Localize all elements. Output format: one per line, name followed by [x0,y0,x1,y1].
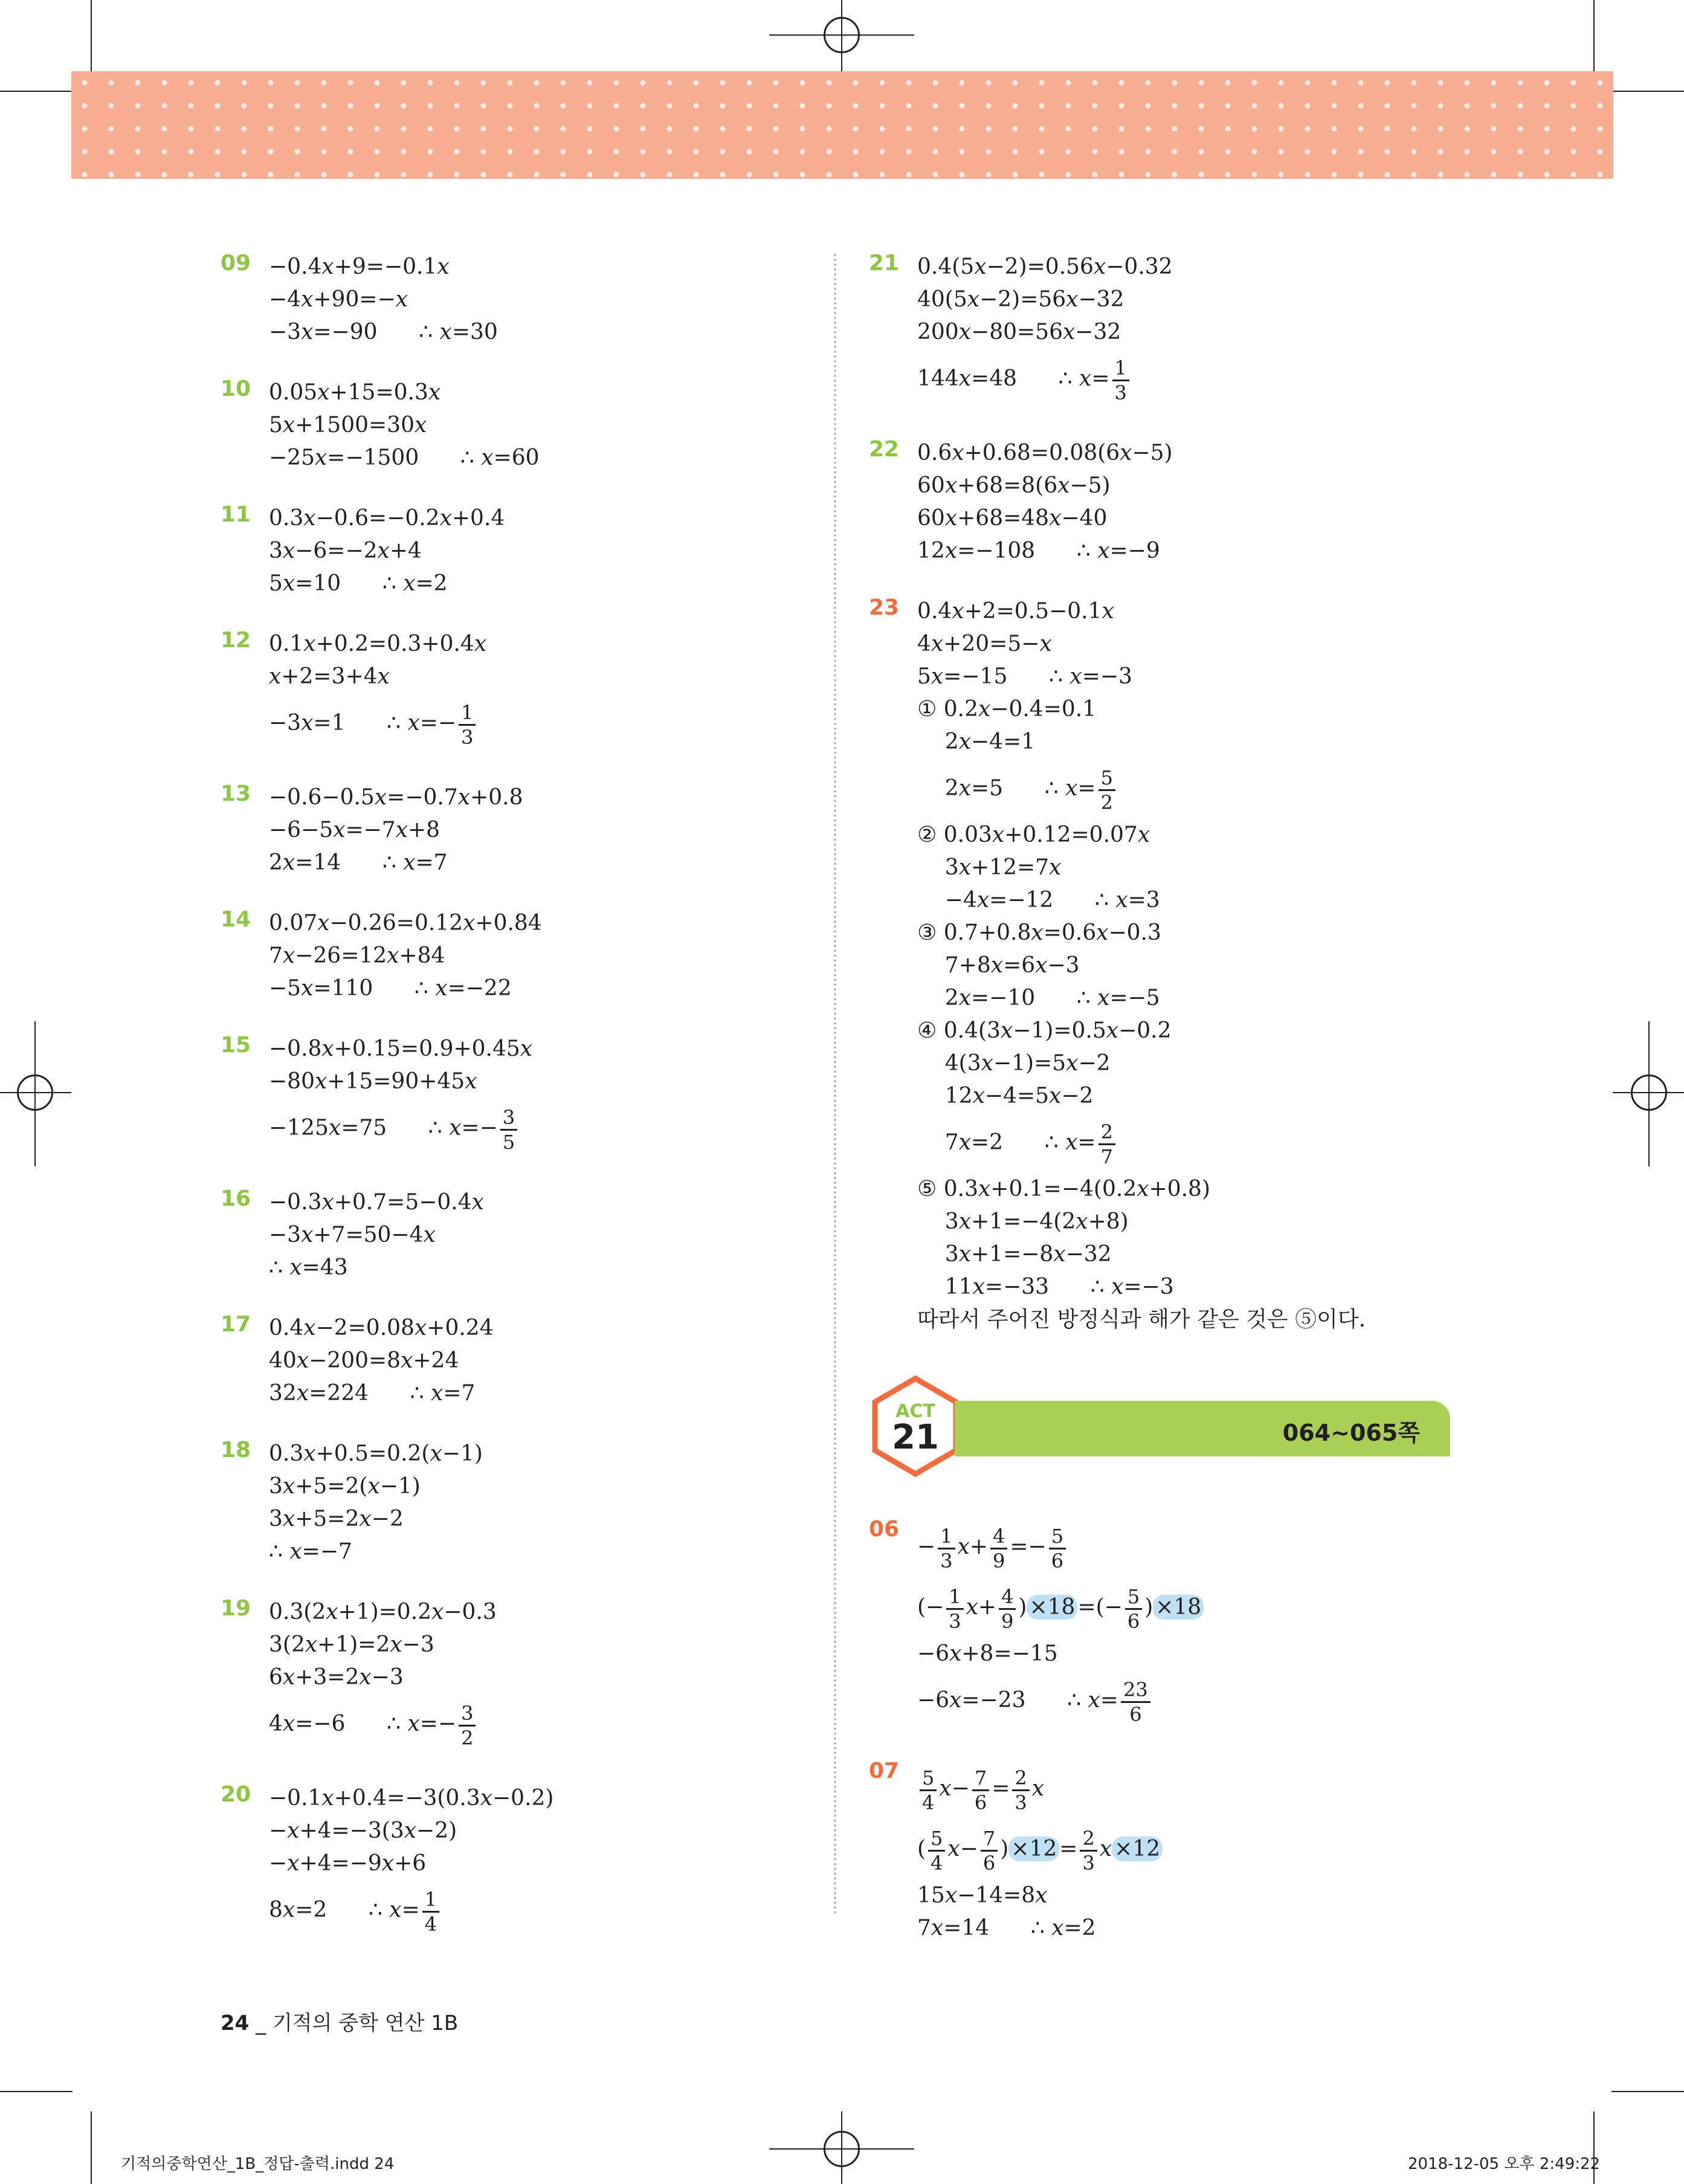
crop-mark [0,1092,71,1093]
solution-line: 0.6x+0.68=0.08(6x−5) [917,441,1173,465]
solution-line: −80x+15=90+45x [269,1069,477,1094]
problem-number: 06 [869,1517,900,1542]
problem-number: 22 [869,437,900,462]
solution-line: 3(2x+1)=2x−3 [269,1632,434,1657]
column-divider [834,254,836,1916]
problem-number: 13 [221,781,251,806]
solution-line: 7x=14 ∴ x=2 [917,1916,1096,1940]
solution-line: ① 0.2x−0.4=0.1 [917,697,1097,722]
solution-line: ∴ x=−7 [269,1539,352,1564]
solution-line: ⑤ 0.3x+0.1=−4(0.2x+0.8) [917,1177,1211,1201]
solution-line: 0.1x+0.2=0.3+0.4x [269,632,487,656]
page-number: 24 [221,2011,250,2035]
solution-line: 8x=2 ∴ x= $\frac{1}{4}$ [269,1880,553,1940]
solution-line: −6x=−23 ∴ x= $\frac{23}{6}$ [917,1670,1204,1731]
crop-mark [34,1021,36,1166]
solution-line: 3x+12=7x [917,855,1062,880]
problem-number: 21 [869,251,900,276]
solution-line: −0.4x+9=−0.1x [269,254,450,279]
problem-15 [221,1033,532,1158]
book-title: 기적의 중학 연산 1B [272,2011,459,2035]
solution-line: 5x+1500=30x [269,413,427,438]
solution-line: 5x=−15 ∴ x=−3 [917,664,1132,689]
solution-line: 0.4(5x−2)=0.56x−0.32 [917,254,1173,279]
crop-mark [91,0,92,73]
solution-line: −3x=−90 ∴ x=30 [269,320,498,344]
problem-22 [869,437,1173,567]
crop-mark [0,2091,73,2092]
solution-line: 200x−80=56x−32 [917,320,1121,344]
problem-number: 19 [221,1596,251,1621]
solution-line: − $\frac{1}{3}$ x+ $\frac{4}{9}$ =− $\frac{5}{6}$ [917,1517,1204,1577]
problem-09 [221,251,498,349]
solution-line: 11x=−33 ∴ x=−3 [917,1275,1174,1299]
problem-13 [221,781,523,879]
solution-line: 0.3(2x+1)=0.2x−0.3 [269,1600,497,1624]
problem-number: 07 [869,1759,900,1783]
solution-line: 0.4x+2=0.5−0.1x [917,599,1114,624]
act-page-range: 064~065쪽 [1282,1420,1420,1446]
problem-07 [869,1759,1163,1945]
solution-line: 3x−6=−2x+4 [269,538,422,563]
solution-line: 7+8x=6x−3 [917,953,1080,978]
problem-number: 17 [221,1312,251,1337]
solution-line: 2x=5 ∴ x= $\frac{5}{2}$ [917,758,1366,819]
solution-line: −25x=−1500 ∴ x=60 [269,445,540,470]
solution-line: −125x=75 ∴ x=− $\frac{3}{5}$ [269,1098,532,1158]
solution-line: −x+4=−9x+6 [269,1851,427,1876]
solution-line: ( $\frac{5}{4}$ x− $\frac{7}{6}$ ) ×12 = $\frac{2}{3}$ x ×12 [917,1819,1163,1879]
problem-18 [221,1438,483,1568]
problem-number: 23 [869,595,900,620]
solution-line: 40(5x−2)=56x−32 [917,287,1124,312]
problem-06 [869,1517,1204,1731]
solution-line: −3x+7=50−4x [269,1223,436,1247]
problem-19 [221,1596,497,1754]
footer-separator: _ [256,2011,266,2035]
solution-line: 12x−4=5x−2 [917,1084,1094,1108]
problem-number: 14 [221,907,251,932]
solution-line: 3x+1=−8x−32 [917,1242,1112,1267]
solution-line: −0.1x+0.4=−3(0.3x−0.2) [269,1786,554,1811]
solution-line: −6x+8=−15 [917,1641,1058,1666]
solution-line: 7x−26=12x+84 [269,943,445,968]
solution-line: 따라서 주어진 방정식과 해가 같은 것은 ⑤이다. [917,1307,1366,1332]
solution-line: x+2=3+4x [269,664,390,689]
solution-line: 15x−14=8x [917,1883,1048,1908]
solution-line: ∴ x=43 [269,1255,348,1280]
problem-number: 12 [221,628,251,653]
solution-line: −6−5x=−7x+8 [269,818,440,842]
problem-number: 09 [221,251,251,276]
solution-line: ② 0.03x+0.12=0.07x [917,822,1150,847]
solution-line: ③ 0.7+0.8x=0.6x−0.3 [917,920,1161,945]
solution-line: 2x=14 ∴ x=7 [269,850,448,875]
crop-mark [0,91,73,92]
act-hexagon-badge [870,1375,961,1478]
problem-number: 18 [221,1438,251,1462]
solution-line: 4x=−6 ∴ x=− $\frac{3}{2}$ [269,1694,497,1754]
solution-line: (− $\frac{1}{3}$ x+ $\frac{4}{9}$ ) ×18 =(− $\frac{5}{6}$ ) ×18 [917,1577,1204,1638]
solution-line: −0.8x+0.15=0.9+0.45x [269,1036,533,1061]
problem-23 [869,595,1366,1336]
problem-number: 11 [221,502,251,527]
problem-number: 15 [221,1033,251,1058]
page-footer [221,2006,458,2036]
crop-mark [1648,1021,1650,1166]
solution-line: 5x=10 ∴ x=2 [269,571,448,596]
solution-line: −4x+90=−x [269,287,408,312]
solution-line: 3x+1=−4(2x+8) [917,1209,1129,1234]
problem-11 [221,502,505,600]
act-number: 21 [892,1418,939,1457]
slug-filename: 기적의중학연산_1B_정답-출력.indd 24 [121,2155,395,2173]
solution-line: 4(3x−1)=5x−2 [917,1051,1111,1076]
solution-line: 40x−200=8x+24 [269,1348,459,1373]
solution-line: 0.07x−0.26=0.12x+0.84 [269,911,542,935]
problem-14 [221,907,542,1005]
solution-line: 6x+3=2x−3 [269,1665,404,1690]
solution-line: −4x=−12 ∴ x=3 [917,888,1160,913]
solution-line: 32x=224 ∴ x=7 [269,1381,476,1406]
solution-line: −0.3x+0.7=5−0.4x [269,1190,484,1215]
problem-number: 20 [221,1782,251,1807]
solution-line: 3x+5=2(x−1) [269,1474,421,1499]
solution-line: 60x+68=48x−40 [917,506,1108,531]
solution-line: −0.6−0.5x=−0.7x+0.8 [269,785,523,810]
solution-line: 12x=−108 ∴ x=−9 [917,538,1160,563]
problem-10 [221,376,540,474]
solution-line: 0.3x−0.6=−0.2x+0.4 [269,506,505,531]
problem-21 [869,251,1173,409]
act-label: ACT [895,1401,935,1422]
solution-line: 2x=−10 ∴ x=−5 [917,986,1160,1010]
solution-line: 7x=2 ∴ x= $\frac{2}{7}$ [917,1113,1366,1173]
solution-line: −3x=1 ∴ x=− $\frac{1}{3}$ [269,693,486,754]
solution-line: 60x+68=8(6x−5) [917,473,1111,498]
solution-line: 4x+20=5−x [917,632,1052,656]
problem-12 [221,628,486,754]
solution-line: 0.3x+0.5=0.2(x−1) [269,1441,483,1466]
crop-mark [1611,2091,1684,2092]
problem-number: 16 [221,1186,251,1211]
problem-17 [221,1312,494,1410]
solution-line: 144x=48 ∴ x= $\frac{1}{3}$ [917,349,1173,409]
problem-20 [221,1782,553,1940]
solution-line: 2x−4=1 [917,729,1036,754]
solution-line: $\frac{5}{4}$ x− $\frac{7}{6}$ = $\frac{2}{3}$ x [917,1759,1163,1819]
solution-line: 0.05x+15=0.3x [269,380,441,405]
crop-mark [841,2111,842,2184]
crop-mark [1611,91,1684,92]
crop-mark [91,2111,92,2184]
problem-number: 10 [221,376,251,401]
act-section-bar [955,1401,1450,1456]
header-banner [71,71,1613,179]
crop-mark [1593,0,1595,73]
solution-line: −x+4=−3(3x−2) [269,1818,457,1843]
solution-line: 0.4x−2=0.08x+0.24 [269,1316,494,1340]
solution-line: −5x=110 ∴ x=−22 [269,976,512,1001]
crop-mark [841,0,842,71]
solution-line: 3x+5=2x−2 [269,1507,404,1531]
slug-timestamp: 2018-12-05 오후 2:49:22 [1408,2155,1601,2173]
problem-16 [221,1186,484,1284]
solution-line: ④ 0.4(3x−1)=0.5x−0.2 [917,1018,1172,1043]
